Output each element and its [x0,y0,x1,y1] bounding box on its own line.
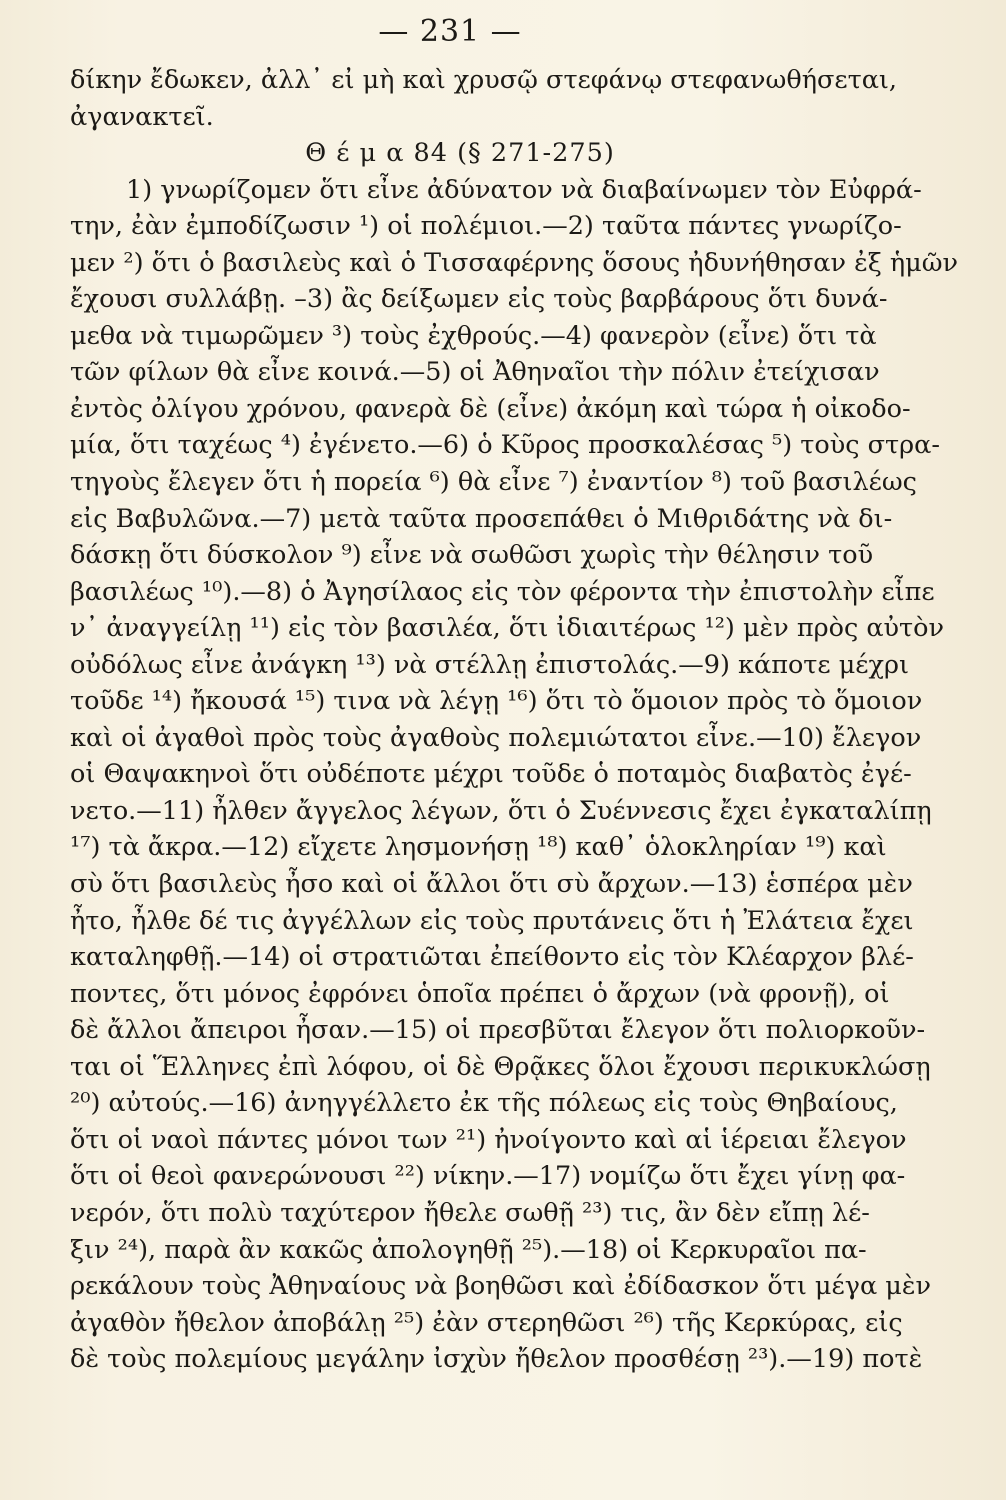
text-line: δίκην ἔδωκεν, ἀλλ᾿ εἰ μὴ καὶ χρυσῷ στεφάνῳ στεφανωθήσεται, [70,65,898,95]
text-line: βασιλέως ¹⁰).—8) ὁ Ἀγησίλαος εἰς τὸν φέροντα τὴν ἐπιστολὴν εἶπε [70,576,935,607]
text-line: οὐδόλως εἶνε ἀνάγκη ¹³) νὰ στέλλῃ ἐπιστολάς.—9) κάποτε μέχρι [70,649,909,680]
text-line: ρεκάλουν τοὺς Ἀθηναίους νὰ βοηθῶσι καὶ ἐδίδασκον ὅτι μέγα μὲν [70,1271,932,1302]
text-line: τῶν φίλων θὰ εἶνε κοινά.—5) οἱ Ἀθηναῖοι τὴν πόλιν ἐτείχισαν [70,357,880,388]
text-line: ἦτο, ἦλθε δέ τις ἀγγέλλων εἰς τοὺς πρυτάνεις ὅτι ἡ Ἐλάτεια ἔχει [70,905,914,936]
text-line: ται οἱ Ἕλληνες ἐπὶ λόφου, οἱ δὲ Θρᾷκες ὅλοι ἔχουσι περικυκλώσῃ [70,1051,931,1082]
text-line: μεν ²) ὅτι ὁ βασιλεὺς καὶ ὁ Τισσαφέρνης ὅσους ἠδυνήθησαν ἐξ ἡμῶν [70,247,959,278]
text-line: την, ἐὰν ἐμποδίζωσιν ¹) οἱ πολέμιοι.—2) ταῦτα πάντες γνωρίζο- [70,211,902,242]
text-line: ἀγαθὸν ἤθελον ἀποβάλῃ ²⁵) ἐὰν στερηθῶσι ²⁶) τῆς Κερκύρας, εἰς [70,1307,903,1338]
text-line: ¹⁷) τὰ ἄκρα.—12) εἴχετε λησμονήσῃ ¹⁸) καθ᾿ ὁλοκληρίαν ¹⁹) καὶ [70,832,887,863]
text-line: μία, ὅτι ταχέως ⁴) ἐγένετο.—6) ὁ Κῦρος προσκαλέσας ⁵) τοὺς στρα- [70,430,940,461]
text-block [70,62,959,1378]
page-number: — 231 — [378,14,522,49]
text-line: ποντες, ὅτι μόνος ἐφρόνει ὁποῖα πρέπει ὁ ἄρχων (νὰ φρονῇ), οἱ [70,978,890,1009]
text-line: δάσκῃ ὅτι δύσκολον ⁹) εἶνε νὰ σωθῶσι χωρὶς τὴν θέλησιν τοῦ [70,540,874,571]
text-line: 1) γνωρίζομεν ὅτι εἶνε ἀδύνατον νὰ διαβαίνωμεν τὸν Εὐφρά- [126,174,922,205]
text-line: εἰς Βαβυλῶνα.—7) μετὰ ταῦτα προσεπάθει ὁ Μιθριδάτης νὰ δι- [70,503,893,534]
text-line: τηγοὺς ἔλεγεν ὅτι ἡ πορεία ⁶) θὰ εἶνε ⁷) ἐναντίον ⁸) τοῦ βασιλέως [70,467,917,498]
text-line: τοῦδε ¹⁴) ἤκουσά ¹⁵) τινα νὰ λέγῃ ¹⁶) ὅτι τὸ ὅμοιον πρὸς τὸ ὅμοιον [70,686,923,717]
text-line: ξιν ²⁴), παρὰ ἂν κακῶς ἀπολογηθῇ ²⁵).—18) οἱ Κερκυραῖοι πα- [70,1234,867,1265]
text-line: καταληφθῇ.—14) οἱ στρατιῶται ἐπείθοντο εἰς τὸν Κλέαρχον βλέ- [70,942,914,973]
text-line: ν᾿ ἀναγγείλῃ ¹¹) εἰς τὸν βασιλέα, ὅτι ἰδιαιτέρως ¹²) μὲν πρὸς αὐτὸν [70,613,945,644]
text-line: ²⁰) αὐτούς.—16) ἀνηγγέλλετο ἐκ τῆς πόλεως εἰς τοὺς Θηβαίους, [70,1088,898,1119]
text-line: δὲ τοὺς πολεμίους μεγάλην ἰσχὺν ἤθελον προσθέσῃ ²³).—19) ποτὲ [70,1344,923,1375]
text-line: ἔχουσι συλλάβῃ. –3) ἂς δείξωμεν εἰς τοὺς βαρβάρους ὅτι δυνά- [70,284,888,315]
text-line: νετο.—11) ἦλθεν ἄγγελος λέγων, ὅτι ὁ Συέννεσις ἔχει ἐγκαταλίπῃ [70,795,932,826]
text-line: ὅτι οἱ θεοὶ φανερώνουσι ²²) νίκην.—17) νομίζω ὅτι ἔχει γίνῃ φα- [70,1161,906,1192]
text-line: μεθα νὰ τιμωρῶμεν ³) τοὺς ἐχθρούς.—4) φανερὸν (εἶνε) ὅτι τὰ [70,320,877,351]
text-line: δὲ ἄλλοι ἄπειροι ἦσαν.—15) οἱ πρεσβῦται ἔλεγον ὅτι πολιορκοῦν- [70,1015,926,1046]
text-line: ἐντὸς ὀλίγου χρόνου, φανερὰ δὲ (εἶνε) ἀκόμη καὶ τώρα ἡ οἰκοδο- [70,393,911,424]
text-line: σὺ ὅτι βασιλεὺς ἦσο καὶ οἱ ἄλλοι ὅτι σὺ ἄρχων.—13) ἑσπέρα μὲν [70,869,913,900]
text-line: ὅτι οἱ ναοὶ πάντες μόνοι των ²¹) ἠνοίγοντο καὶ αἱ ἱέρειαι ἔλεγον [70,1124,907,1155]
exercise-heading: Θ έ μ α 84 (§ 271-275) [305,138,615,169]
text-line: ἀγανακτεῖ. [70,101,214,132]
text-line: καὶ οἱ ἀγαθοὶ πρὸς τοὺς ἀγαθοὺς πολεμιώτατοι εἶνε.—10) ἔλεγον [70,722,922,753]
text-line: νερόν, ὅτι πολὺ ταχύτερον ἤθελε σωθῇ ²³) τις, ἂν δὲν εἴπῃ λέ- [70,1197,870,1228]
text-line: οἱ Θαψακηνοὶ ὅτι οὐδέποτε μέχρι τοῦδε ὁ ποταμὸς διαβατὸς ἐγέ- [70,759,912,790]
